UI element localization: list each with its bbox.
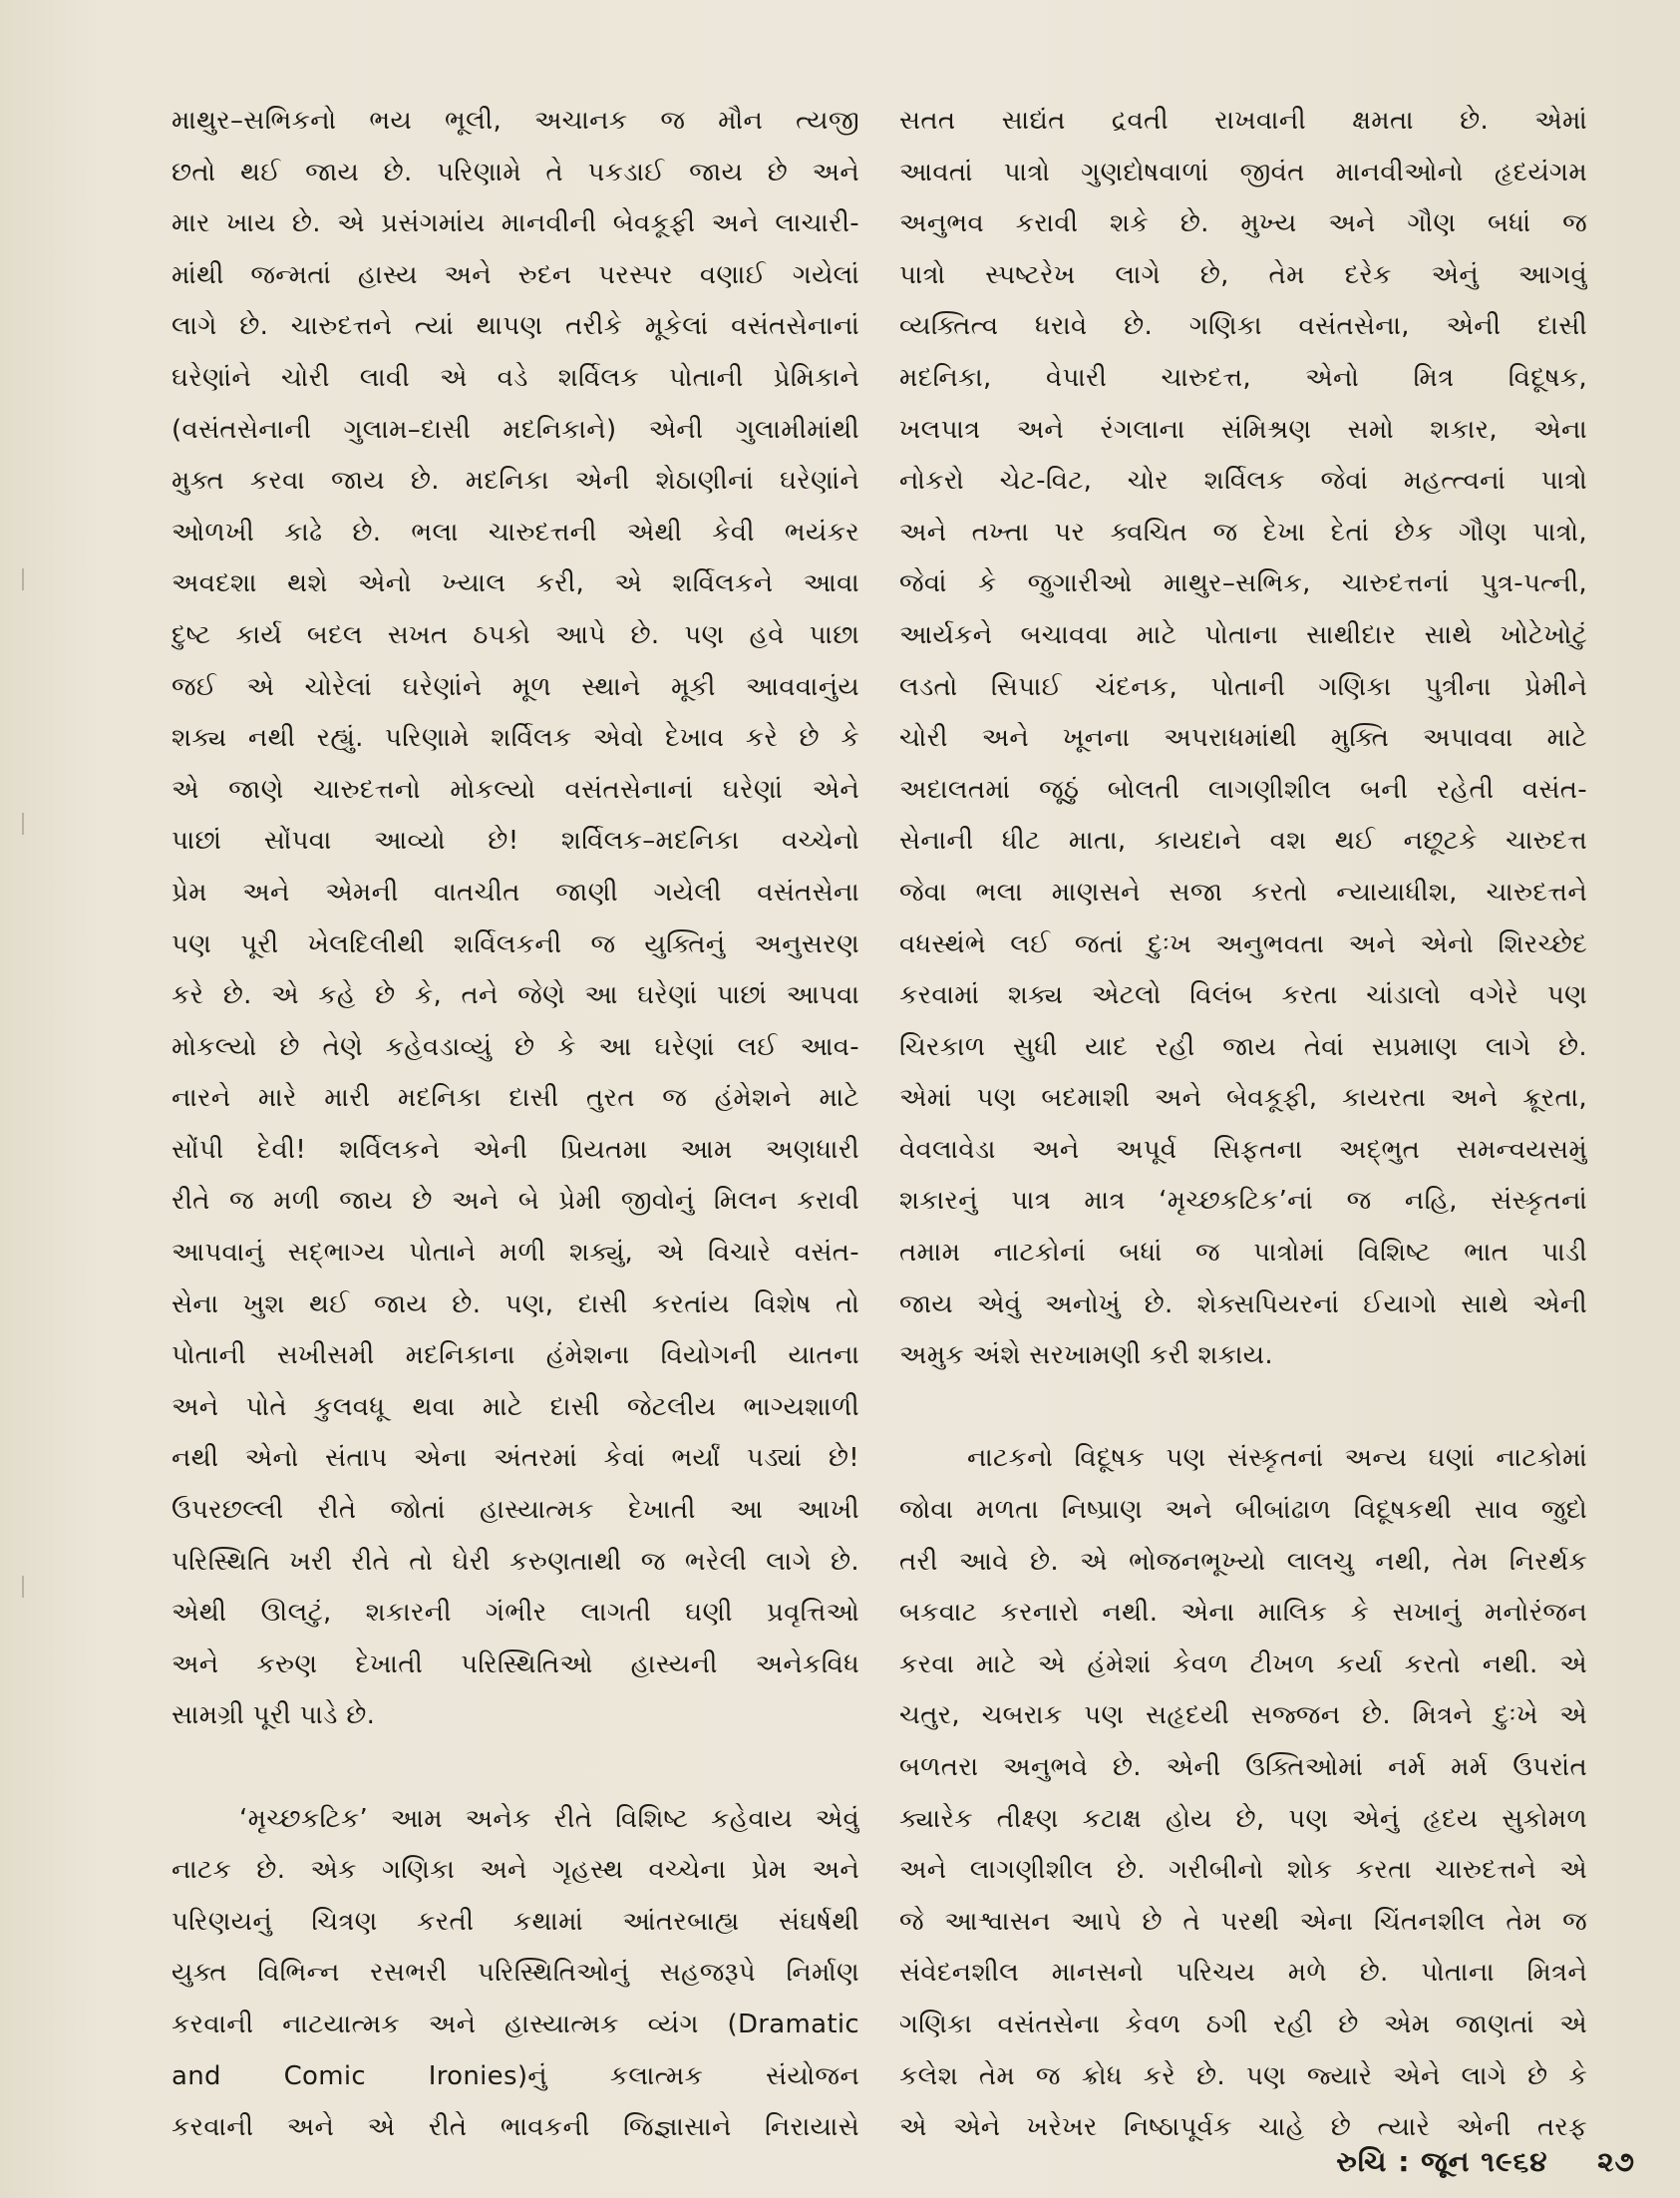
text-line: તમામ નાટકોનાં બધાં જ પાત્રોમાં વિશિષ્ટ ભાત પાડી — [899, 1238, 1587, 1269]
text-line: જોવા મળતા નિષ્પ્રાણ અને બીબાંઢાળ વિદૂષકથી સાવ જુદો — [899, 1495, 1587, 1526]
text-line: નોકરો ચેટ-વિટ, ચોર શર્વિલક જેવાં મહત્ત્વનાં પાત્રો — [899, 466, 1587, 497]
text-line: પ્રેમ અને એમની વાતચીત જાણી ગયેલી વસંતસેના — [171, 877, 859, 908]
text-line: એમાં પણ બદમાશી અને બેવકૂફી, કાયરતા અને ક્રૂરતા, — [899, 1083, 1587, 1114]
text-line: જેવા ભલા માણસને સજા કરતો ન્યાયાધીશ, ચારુદત્તને — [899, 877, 1587, 908]
text-line: વધસ્થંભે લઈ જતાં દુઃખ અનુભવતા અને એનો શિરચ્છેદ — [899, 928, 1587, 959]
page-number: ૨૭ — [1597, 2145, 1635, 2178]
text-line: નાટકનો વિદૂષક પણ સંસ્કૃતનાં અન્ય ઘણાં નાટકોમાં — [967, 1443, 1587, 1474]
text-line: કરવામાં શક્ય એટલો વિલંબ કરતા ચાંડાલો વગેરે પણ — [899, 980, 1587, 1011]
text-line: લાગે છે. ચારુદત્તને ત્યાં થાપણ તરીકે મૂકેલાં વસંતસેનાનાં — [171, 311, 859, 342]
text-line: ક્યારેક તીક્ષ્ણ કટાક્ષ હોય છે, પણ એનું હૃદય સુકોમળ — [899, 1803, 1587, 1834]
text-line: યુક્ત વિભિન્ન રસભરી પરિસ્થિતિઓનું સહજરૂપે નિર્માણ — [171, 1958, 859, 1989]
text-line: પરિણયનું ચિત્રણ કરતી કથામાં આંતરબાહ્ય સંઘર્ષથી — [171, 1906, 859, 1937]
margin-mark — [22, 568, 34, 590]
text-line: માંથી જન્મતાં હાસ્ય અને રુદન પરસ્પર વણાઈ ગયેલાં — [171, 259, 859, 290]
text-line: ચતુર, ચબરાક પણ સહૃદયી સજ્જન છે. મિત્રને દુઃખે એ — [899, 1700, 1587, 1731]
text-line: નાટક છે. એક ગણિકા અને ગૃહસ્થ વચ્ચેના પ્રેમ અને — [171, 1855, 859, 1886]
text-line: કરવાની નાટયાત્મક અને હાસ્યાત્મક વ્યંગ (Dramatic — [171, 2009, 859, 2039]
text-line: જે આશ્વાસન આપે છે તે પરથી એના ચિંતનશીલ તેમ જ — [899, 1906, 1587, 1937]
text-line: વેવલાવેડા અને અપૂર્વ સિફતના અદ્ભુત સમન્વયસમું — [899, 1134, 1587, 1165]
page-footer — [1296, 2142, 1635, 2182]
text-line: ગણિકા વસંતસેના કેવળ ઠગી રહી છે એમ જાણતાં એ — [899, 2009, 1587, 2039]
text-line: અદાલતમાં જૂઠું બોલતી લાગણીશીલ બની રહેતી વસંત- — [899, 774, 1587, 805]
text-line: અને કરુણ દેખાતી પરિસ્થિતિઓ હાસ્યની અનેકવિધ — [171, 1648, 859, 1679]
text-line: પાત્રો સ્પષ્ટરેખ લાગે છે, તેમ દરેક એનું આગવું — [899, 259, 1587, 290]
text-line: and Comic Ironies)નું કલાત્મક સંયોજન — [171, 2060, 859, 2091]
text-line: વ્યક્તિત્વ ધરાવે છે. ગણિકા વસંતસેના, એની દાસી — [899, 311, 1587, 342]
text-line: (વસંતસેનાની ગુલામ–દાસી મદનિકાને) એની ગુલામીમાંથી — [171, 414, 859, 445]
text-line: મોકલ્યો છે તેણે કહેવડાવ્યું છે કે આ ઘરેણાં લઈ આવ- — [171, 1031, 859, 1062]
text-line: આપવાનું સદ્ભાગ્ય પોતાને મળી શક્યું, એ વિચારે વસંત- — [171, 1238, 859, 1269]
text-line: છતો થઈ જાય છે. પરિણામે તે પકડાઈ જાય છે અને — [171, 157, 859, 187]
text-line: સામગ્રી પૂરી પાડે છે. — [171, 1700, 376, 1731]
text-line: સંવેદનશીલ માનસનો પરિચય મળે છે. પોતાના મિત્રને — [899, 1958, 1587, 1989]
text-line: અને પોતે કુલવધૂ થવા માટે દાસી જેટલીય ભાગ્યશાળી — [171, 1391, 859, 1422]
text-line: અવદશા થશે એનો ખ્યાલ કરી, એ શર્વિલકને આવા — [171, 568, 859, 599]
text-line: મદનિકા, વેપારી ચારુદત્ત, એનો મિત્ર વિદૂષક, — [899, 362, 1587, 393]
text-line: રીતે જ મળી જાય છે અને બે પ્રેમી જીવોનું મિલન કરાવી — [171, 1186, 859, 1217]
text-line: ઘરેણાંને ચોરી લાવી એ વડે શર્વિલક પોતાની પ્રેમિકાને — [171, 362, 859, 393]
text-line: નથી એનો સંતાપ એના અંતરમાં કેવાં ભર્યાં પડ્યાં છે! — [171, 1443, 859, 1474]
text-line: શક્ય નથી રહ્યું. પરિણામે શર્વિલક એવો દેખાવ કરે છે કે — [171, 723, 859, 754]
paragraph-gap — [171, 1742, 859, 1794]
paragraph-gap — [899, 1382, 1587, 1434]
text-line: એ જાણે ચારુદત્તનો મોકલ્યો વસંતસેનાનાં ઘરેણાં એને — [171, 774, 859, 805]
text-line: કરવા માટે એ હંમેશાં કેવળ ટીખળ કર્યા કરતો નથી. એ — [899, 1648, 1587, 1679]
text-line: સતત સાદ્યંત દ્રવતી રાખવાની ક્ષમતા છે. એમાં — [899, 106, 1587, 136]
margin-mark — [22, 813, 34, 835]
text-line: કલેશ તેમ જ ક્રોધ કરે છે. પણ જ્યારે એને લાગે છે કે — [899, 2060, 1587, 2091]
text-line: નારને મારે મારી મદનિકા દાસી તુરત જ હંમેશને માટે — [171, 1083, 859, 1114]
text-line: સેના ખુશ થઈ જાય છે. પણ, દાસી કરતાંય વિશેષ તો — [171, 1288, 859, 1319]
text-line: સેનાની ધીટ માતા, કાયદાને વશ થઈ નછૂટકે ચારુદત્ત — [899, 826, 1587, 857]
text-line: કરવાની અને એ રીતે ભાવકની જિજ્ઞાસાને નિરાયાસે — [171, 2112, 859, 2143]
text-line: શકારનું પાત્ર માત્ર ‘મૃચ્છકટિક’નાં જ નહિ, સંસ્કૃતનાં — [899, 1186, 1587, 1217]
journal-label: રુચિ : જૂન ૧૯૬૪ — [1336, 2145, 1548, 2178]
text-line: ઓળખી કાઢે છે. ભલા ચારુદત્તની એથી કેવી ભયંકર — [171, 517, 859, 548]
text-line: તરી આવે છે. એ ભોજનભૂખ્યો લાલચુ નથી, તેમ નિરર્થક — [899, 1546, 1587, 1577]
text-line: સોંપી દેવી! શર્વિલકને એની પ્રિયતમા આમ અણધારી — [171, 1134, 859, 1165]
text-line: ‘મૃચ્છકટિક’ આમ અનેક રીતે વિશિષ્ટ કહેવાય એવું — [239, 1803, 859, 1834]
text-line: બળતરા અનુભવે છે. એની ઉક્તિઓમાં નર્મ મર્મ ઉપરાંત — [899, 1752, 1587, 1782]
text-line: દુષ્ટ કાર્ય બદલ સખત ઠપકો આપે છે. પણ હવે પાછા — [171, 619, 859, 650]
text-line: એથી ઊલટું, શકારની ગંભીર લાગતી ઘણી પ્રવૃત્તિઓ — [171, 1598, 859, 1629]
text-line: જેવાં કે જુગારીઓ માથુર–સભિક, ચારુદત્તનાં પુત્ર-પત્ની, — [899, 568, 1587, 599]
text-line: જઈ એ ચોરેલાં ઘરેણાંને મૂળ સ્થાને મૂકી આવવાનુંય — [171, 671, 859, 702]
text-line: ઉપરછલ્લી રીતે જોતાં હાસ્યાત્મક દેખાતી આ આખી — [171, 1495, 859, 1526]
text-line: ચોરી અને ખૂનના અપરાધમાંથી મુક્તિ અપાવવા માટે — [899, 723, 1587, 754]
text-line: અનુભવ કરાવી શકે છે. મુખ્ય અને ગૌણ બધાં જ — [899, 208, 1587, 239]
text-line: અમુક અંશે સરખામણી કરી શકાય. — [899, 1340, 1273, 1371]
text-line: આવતાં પાત્રો ગુણદોષવાળાં જીવંત માનવીઓનો હૃદયંગમ — [899, 157, 1587, 187]
text-line: માથુર–સભિકનો ભય ભૂલી, અચાનક જ મૌન ત્યજી — [171, 106, 859, 136]
text-line: લડતો સિપાઈ ચંદનક, પોતાની ગણિકા પુત્રીના પ્રેમીને — [899, 671, 1587, 702]
text-line: જાય એવું અનોખું છે. શેક્સપિયરનાં ઈયાગો સાથે એની — [899, 1288, 1587, 1319]
text-line: માર ખાય છે. એ પ્રસંગમાંય માનવીની બેવકૂફી અને લાચારી- — [171, 208, 859, 239]
text-line: પોતાની સખીસમી મદનિકાના હંમેશના વિયોગની યાતના — [171, 1340, 859, 1371]
margin-mark — [22, 1576, 34, 1598]
text-line: બકવાટ કરનારો નથી. એના માલિક કે સખાનું મનોરંજન — [899, 1598, 1587, 1629]
text-line: પણ પૂરી ખેલદિલીથી શર્વિલકની જ યુક્તિનું અનુસરણ — [171, 928, 859, 959]
text-line: કરે છે. એ કહે છે કે, તને જેણે આ ઘરેણાં પાછાં આપવા — [171, 980, 859, 1011]
text-line: અને તખ્તા પર ક્વચિત જ દેખા દેતાં છેક ગૌણ પાત્રો, — [899, 517, 1587, 548]
text-line: પાછાં સોંપવા આવ્યો છે! શર્વિલક–મદનિકા વચ્ચેનો — [171, 826, 859, 857]
text-line: ચિરકાળ સુધી યાદ રહી જાય તેવાં સપ્રમાણ લાગે છે. — [899, 1031, 1587, 1062]
text-line: પરિસ્થિતિ ખરી રીતે તો ઘેરી કરુણતાથી જ ભરેલી લાગે છે. — [171, 1546, 859, 1577]
text-line: મુક્ત કરવા જાય છે. મદનિકા એની શેઠાણીનાં ઘરેણાંને — [171, 466, 859, 497]
text-line: આર્યકને બચાવવા માટે પોતાના સાથીદાર સાથે ખોટેખોટું — [899, 619, 1587, 650]
right-text-column — [899, 96, 1587, 2154]
text-line: ખલપાત્ર અને રંગલાના સંમિશ્રણ સમો શકાર, એના — [899, 414, 1587, 445]
text-line: અને લાગણીશીલ છે. ગરીબીનો શોક કરતા ચારુદત્તને એ — [899, 1855, 1587, 1886]
text-line: એ એને ખરેખર નિષ્ઠાપૂર્વક ચાહે છે ત્યારે એની તરફ — [899, 2112, 1587, 2143]
left-text-column — [171, 96, 859, 2154]
